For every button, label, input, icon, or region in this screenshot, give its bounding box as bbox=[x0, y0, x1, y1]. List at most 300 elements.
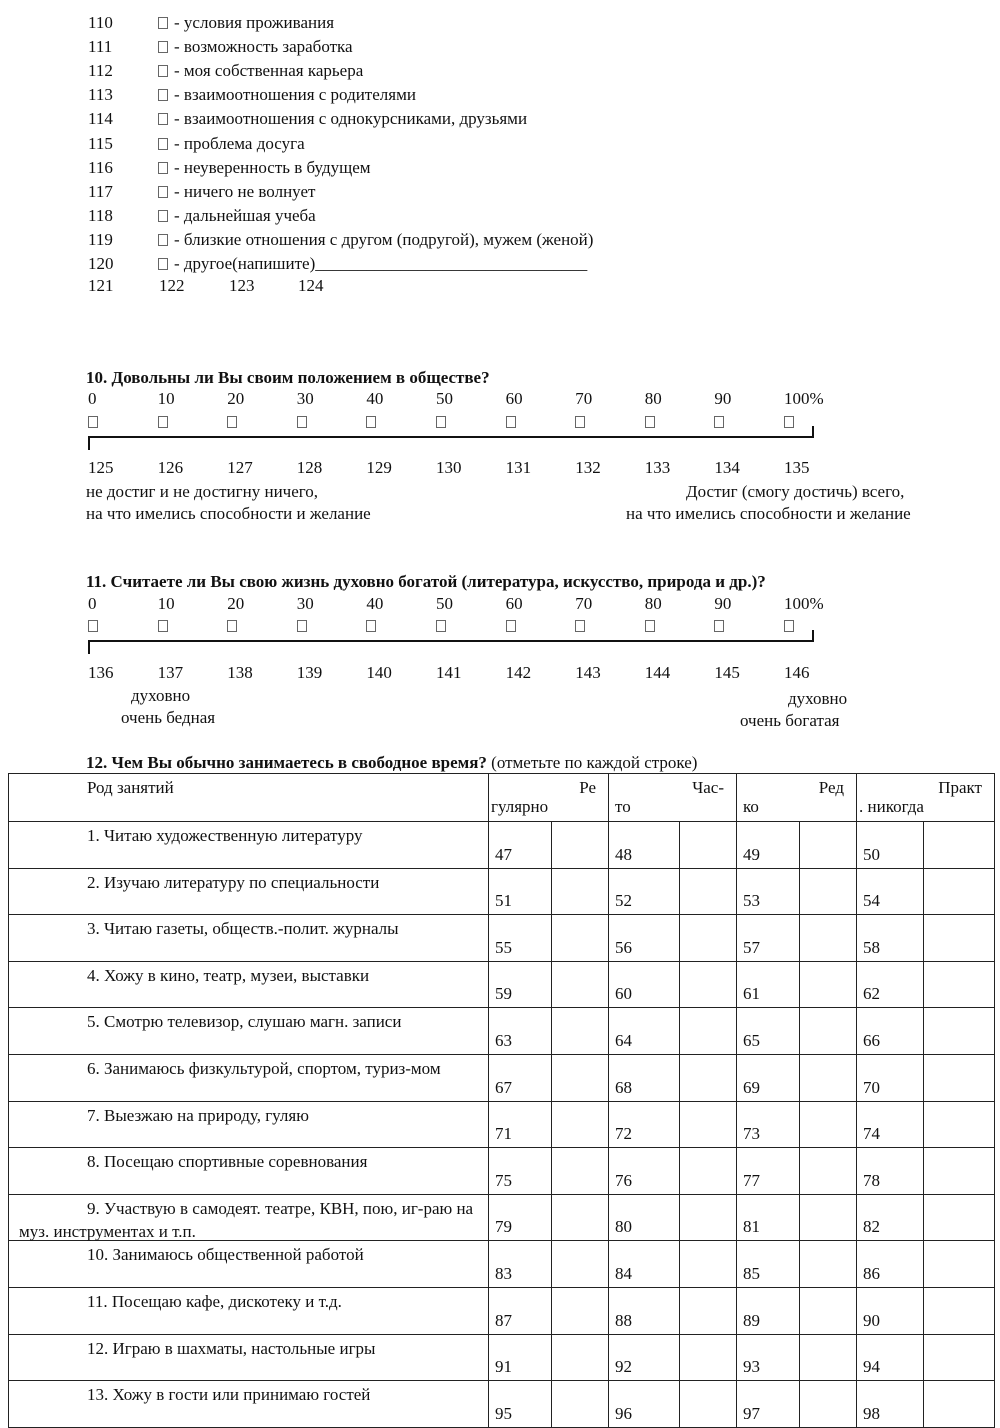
answer-code: 48 bbox=[615, 844, 632, 864]
code-cell bbox=[609, 1381, 680, 1428]
list-item-label: - моя собственная карьера bbox=[174, 61, 364, 81]
code-cell bbox=[489, 868, 552, 915]
code-cell bbox=[489, 1194, 552, 1241]
answer-mark-cell[interactable] bbox=[680, 1148, 737, 1195]
code-cell bbox=[609, 1008, 680, 1055]
code-cell bbox=[737, 1241, 800, 1288]
q10-scale-code: 135 bbox=[784, 458, 810, 477]
q11-scale-code: 146 bbox=[784, 663, 810, 682]
q10-tick-left bbox=[88, 436, 90, 450]
q11-scale-checkbox[interactable] bbox=[227, 620, 237, 632]
answer-mark-cell[interactable] bbox=[552, 868, 609, 915]
answer-mark-cell[interactable] bbox=[924, 915, 995, 962]
answer-code: 92 bbox=[615, 1357, 632, 1377]
answer-code: 62 bbox=[863, 984, 880, 1004]
header-rarely-bottom: ко bbox=[743, 797, 759, 816]
answer-mark-cell[interactable] bbox=[680, 915, 737, 962]
answer-mark-cell[interactable] bbox=[924, 1008, 995, 1055]
code-cell bbox=[857, 1334, 924, 1381]
answer-code: 47 bbox=[495, 844, 512, 864]
code-cell bbox=[609, 1194, 680, 1241]
list-item-number: 117 bbox=[88, 181, 113, 201]
answer-code: 65 bbox=[743, 1030, 760, 1050]
answer-code: 64 bbox=[615, 1030, 632, 1050]
answer-mark-cell[interactable] bbox=[800, 822, 857, 869]
answer-code: 67 bbox=[495, 1077, 512, 1097]
answer-mark-cell[interactable] bbox=[924, 1334, 995, 1381]
code-121: 121 bbox=[88, 276, 114, 295]
checkbox[interactable] bbox=[158, 162, 168, 174]
activity-label: 1. Читаю художественную литературу bbox=[87, 826, 363, 845]
header-regularly bbox=[489, 774, 609, 822]
code-cell bbox=[737, 1008, 800, 1055]
answer-mark-cell[interactable] bbox=[924, 1194, 995, 1241]
header-regularly-bottom: гулярно bbox=[491, 797, 549, 816]
code-cell bbox=[857, 868, 924, 915]
answer-mark-cell[interactable] bbox=[924, 1101, 995, 1148]
q10-scale-label: 70 bbox=[575, 389, 593, 408]
header-often-top: Час- bbox=[692, 778, 724, 797]
header-never-bottom: . никогда bbox=[859, 797, 924, 816]
answer-code: 75 bbox=[495, 1170, 512, 1190]
answer-code: 93 bbox=[743, 1357, 760, 1377]
answer-code: 69 bbox=[743, 1077, 760, 1097]
activity-cell bbox=[9, 1194, 489, 1241]
answer-mark-cell[interactable] bbox=[552, 822, 609, 869]
activity-label: 3. Читаю газеты, обществ.-полит. журналы bbox=[87, 919, 399, 939]
list-item-label: - проблема досуга bbox=[174, 133, 305, 153]
answer-code: 70 bbox=[863, 1077, 880, 1097]
q11-axis-line bbox=[88, 640, 814, 642]
answer-code: 59 bbox=[495, 984, 512, 1004]
list-item-label: - близкие отношения с другом (подругой), мужем (женой) bbox=[174, 229, 594, 249]
q11-scale-code: 141 bbox=[436, 663, 462, 682]
code-cell bbox=[489, 961, 552, 1008]
q11-scale-code: 136 bbox=[88, 663, 114, 682]
list-item-number: 113 bbox=[88, 85, 113, 105]
q11-scale-code: 144 bbox=[644, 663, 671, 682]
code-cell bbox=[857, 915, 924, 962]
code-cell bbox=[737, 961, 800, 1008]
code-124: 124 bbox=[298, 276, 324, 295]
q10-scale-checkbox[interactable] bbox=[227, 416, 237, 428]
code-cell bbox=[489, 822, 552, 869]
q10-scale-label: 10 bbox=[157, 389, 175, 408]
q11-scale-code: 143 bbox=[575, 663, 601, 682]
code-cell bbox=[857, 1381, 924, 1428]
q10-right-caption-2: на что имелись способности и желание bbox=[626, 504, 911, 523]
code-cell bbox=[857, 1287, 924, 1334]
q10-scale-label: 90 bbox=[714, 389, 732, 408]
q11-title: 11. Считаете ли Вы свою жизнь духовно богатой (литература, искусство, природа и др.)? bbox=[86, 572, 766, 591]
answer-code: 73 bbox=[743, 1124, 760, 1144]
answer-mark-cell[interactable] bbox=[800, 961, 857, 1008]
answer-code: 56 bbox=[615, 937, 632, 957]
answer-mark-cell[interactable] bbox=[552, 1287, 609, 1334]
code-cell bbox=[609, 915, 680, 962]
q12-heading bbox=[86, 754, 697, 771]
answer-code: 76 bbox=[615, 1170, 632, 1190]
code-cell bbox=[609, 1334, 680, 1381]
list-item bbox=[88, 207, 316, 224]
code-cell bbox=[489, 1008, 552, 1055]
code-cell bbox=[489, 1381, 552, 1428]
q10-scale-label: 80 bbox=[644, 389, 662, 408]
answer-code: 89 bbox=[743, 1310, 760, 1330]
checkbox[interactable] bbox=[158, 258, 168, 270]
activity-label: 4. Хожу в кино, театр, музеи, выставки bbox=[87, 965, 370, 985]
table-row bbox=[9, 961, 995, 1008]
table-row bbox=[9, 1287, 995, 1334]
answer-mark-cell[interactable] bbox=[680, 1194, 737, 1241]
code-cell bbox=[857, 822, 924, 869]
answer-code: 86 bbox=[863, 1263, 880, 1283]
header-often-bottom: то bbox=[615, 797, 631, 816]
header-activity bbox=[9, 774, 489, 822]
answer-mark-cell[interactable] bbox=[552, 961, 609, 1008]
answer-mark-cell[interactable] bbox=[800, 1194, 857, 1241]
answer-mark-cell[interactable] bbox=[680, 868, 737, 915]
q11-scale-code: 142 bbox=[505, 663, 532, 682]
answer-code: 53 bbox=[743, 891, 760, 911]
answer-mark-cell[interactable] bbox=[924, 1287, 995, 1334]
q10-scale-checkbox[interactable] bbox=[436, 416, 446, 428]
code-cell bbox=[609, 1287, 680, 1334]
code-cell bbox=[609, 1241, 680, 1288]
answer-mark-cell[interactable] bbox=[680, 1054, 737, 1101]
table-row bbox=[9, 1101, 995, 1148]
activity-cell bbox=[9, 1381, 489, 1428]
checkbox[interactable] bbox=[158, 113, 168, 125]
header-rarely bbox=[737, 774, 857, 822]
checkbox[interactable] bbox=[158, 210, 168, 222]
table-row bbox=[9, 1241, 995, 1288]
table-row bbox=[9, 822, 995, 869]
list-item-label: - возможность заработка bbox=[174, 37, 353, 57]
q11-scale-code: 137 bbox=[157, 663, 184, 682]
table-row bbox=[9, 1008, 995, 1055]
header-rarely-top: Ред bbox=[818, 778, 844, 797]
answer-mark-cell[interactable] bbox=[680, 1241, 737, 1288]
answer-mark-cell[interactable] bbox=[924, 868, 995, 915]
q11-scale-checkbox[interactable] bbox=[784, 620, 794, 632]
answer-mark-cell[interactable] bbox=[680, 1334, 737, 1381]
list-item bbox=[88, 38, 353, 55]
answer-code: 51 bbox=[495, 891, 512, 911]
code-122: 122 bbox=[159, 276, 185, 295]
answer-code: 71 bbox=[495, 1124, 512, 1144]
checkbox[interactable] bbox=[158, 17, 168, 29]
answer-code: 49 bbox=[743, 844, 760, 864]
code-cell bbox=[489, 1241, 552, 1288]
activity-label: 10. Занимаюсь общественной работой bbox=[87, 1245, 364, 1265]
code-cell bbox=[737, 1148, 800, 1195]
code-cell bbox=[857, 961, 924, 1008]
list-item-label: - взаимоотношения с родителями bbox=[174, 85, 416, 105]
code-cell bbox=[737, 822, 800, 869]
answer-code: 63 bbox=[495, 1030, 512, 1050]
code-cell bbox=[737, 868, 800, 915]
q10-scale-checkbox[interactable] bbox=[366, 416, 376, 428]
activity-cell bbox=[9, 1334, 489, 1381]
q11-scale-checkbox[interactable] bbox=[575, 620, 585, 632]
answer-mark-cell[interactable] bbox=[924, 1054, 995, 1101]
answer-mark-cell[interactable] bbox=[800, 1148, 857, 1195]
answer-code: 74 bbox=[863, 1124, 880, 1144]
header-never bbox=[857, 774, 995, 822]
q10-left-caption-1: не достиг и не достигну ничего, bbox=[86, 482, 319, 501]
header-often bbox=[609, 774, 737, 822]
q11-scale-checkbox[interactable] bbox=[506, 620, 516, 632]
answer-mark-cell[interactable] bbox=[924, 822, 995, 869]
q11-scale-checkbox[interactable] bbox=[366, 620, 376, 632]
answer-mark-cell[interactable] bbox=[800, 1241, 857, 1288]
activity-label: 12. Играю в шахматы, настольные игры bbox=[87, 1338, 376, 1358]
q11-scale-label: 90 bbox=[714, 594, 732, 613]
q10-scale-checkbox[interactable] bbox=[575, 416, 585, 428]
q10-tick-right bbox=[812, 426, 814, 438]
table-header-row bbox=[9, 774, 995, 822]
activity-cell bbox=[9, 1241, 489, 1288]
answer-code: 78 bbox=[863, 1170, 880, 1190]
q11-scale-label: 10 bbox=[157, 594, 175, 613]
activity-label: 2. Изучаю литературу по специальности bbox=[87, 872, 380, 892]
q11-scale-label: 100% bbox=[784, 594, 824, 613]
list-item-number: 112 bbox=[88, 61, 113, 81]
checkbox[interactable] bbox=[158, 234, 168, 246]
q10-scale-code: 131 bbox=[505, 458, 532, 477]
q10-scale-label: 50 bbox=[436, 389, 453, 408]
list-item-number: 120 bbox=[88, 254, 114, 273]
q11-scale-label: 30 bbox=[296, 594, 314, 613]
code-cell bbox=[737, 1194, 800, 1241]
table-row bbox=[9, 1334, 995, 1381]
q11-scale-label: 50 bbox=[436, 594, 453, 613]
q10-scale-code: 129 bbox=[366, 458, 392, 477]
list-item-label: - условия проживания bbox=[174, 13, 335, 32]
answer-mark-cell[interactable] bbox=[924, 961, 995, 1008]
answer-mark-cell[interactable] bbox=[924, 1381, 995, 1428]
q11-right-caption-1: духовно bbox=[788, 689, 848, 708]
activity-cell bbox=[9, 1101, 489, 1148]
activities-table bbox=[8, 773, 995, 1428]
list-item bbox=[88, 255, 587, 272]
table-row bbox=[9, 1148, 995, 1195]
list-item-number: 116 bbox=[88, 157, 113, 177]
code-cell bbox=[609, 1148, 680, 1195]
list-item-label: - другое(напишите)________________________________ bbox=[174, 254, 588, 273]
q10-scale-code: 128 bbox=[296, 458, 323, 477]
answer-mark-cell[interactable] bbox=[800, 1334, 857, 1381]
activity-label: 6. Занимаюсь физкультурой, спортом, туриз-мом bbox=[87, 1058, 441, 1078]
answer-mark-cell[interactable] bbox=[552, 1054, 609, 1101]
activity-label: 9. Участвую в самодеят. театре, КВН, пою, иг-раю на муз. инструментах и т.п. bbox=[19, 1198, 474, 1241]
answer-mark-cell[interactable] bbox=[800, 1101, 857, 1148]
activity-label: 13. Хожу в гости или принимаю гостей bbox=[87, 1385, 371, 1405]
code-cell bbox=[857, 1008, 924, 1055]
answer-mark-cell[interactable] bbox=[800, 1054, 857, 1101]
code-cell bbox=[737, 1101, 800, 1148]
answer-code: 84 bbox=[615, 1263, 632, 1283]
header-regularly-top: Ре bbox=[579, 778, 596, 797]
q10-scale-code: 132 bbox=[575, 458, 601, 477]
checkbox[interactable] bbox=[158, 186, 168, 198]
q11-scale-checkbox[interactable] bbox=[88, 620, 98, 632]
activity-cell bbox=[9, 1148, 489, 1195]
q10-scale-checkbox[interactable] bbox=[158, 416, 168, 428]
answer-mark-cell[interactable] bbox=[800, 915, 857, 962]
code-cell bbox=[857, 1194, 924, 1241]
checkbox[interactable] bbox=[158, 41, 168, 53]
q11-scale-checkbox[interactable] bbox=[297, 620, 307, 632]
q11-scale-label: 80 bbox=[644, 594, 662, 613]
list-item-label: - взаимоотношения с однокурсниками, друзьями bbox=[174, 109, 528, 129]
answer-code: 87 bbox=[495, 1310, 512, 1330]
answer-mark-cell[interactable] bbox=[680, 1287, 737, 1334]
code-cell bbox=[737, 1334, 800, 1381]
list-item bbox=[88, 14, 334, 31]
table-row bbox=[9, 868, 995, 915]
q10-scale-label: 100% bbox=[784, 389, 824, 408]
answer-mark-cell[interactable] bbox=[680, 1101, 737, 1148]
q11-scale-checkbox[interactable] bbox=[436, 620, 446, 632]
q10-axis-line bbox=[88, 436, 814, 438]
activities-table-body bbox=[9, 822, 995, 1428]
table-row bbox=[9, 1381, 995, 1428]
answer-code: 80 bbox=[615, 1217, 632, 1237]
answer-code: 79 bbox=[495, 1217, 512, 1237]
answer-mark-cell[interactable] bbox=[552, 1241, 609, 1288]
answer-mark-cell[interactable] bbox=[680, 1381, 737, 1428]
list-item-number: 114 bbox=[88, 109, 113, 129]
list-item bbox=[88, 86, 416, 103]
q11-scale-checkbox[interactable] bbox=[158, 620, 168, 632]
answer-mark-cell[interactable] bbox=[680, 1008, 737, 1055]
table-row bbox=[9, 1194, 995, 1241]
answer-code: 55 bbox=[495, 937, 512, 957]
q10-right-caption-1: Достиг (смогу достичь) всего, bbox=[686, 482, 905, 501]
answer-mark-cell[interactable] bbox=[924, 1241, 995, 1288]
q10-scale-checkbox[interactable] bbox=[506, 416, 516, 428]
answer-mark-cell[interactable] bbox=[552, 1381, 609, 1428]
answer-code: 72 bbox=[615, 1124, 632, 1144]
code-cell bbox=[737, 1287, 800, 1334]
list-item bbox=[88, 110, 527, 127]
activity-cell bbox=[9, 1054, 489, 1101]
code-cell bbox=[857, 1241, 924, 1288]
code-cell bbox=[489, 1148, 552, 1195]
q10-scale-code: 133 bbox=[644, 458, 671, 477]
code-cell bbox=[489, 1287, 552, 1334]
answer-code: 77 bbox=[743, 1170, 760, 1190]
activity-cell bbox=[9, 961, 489, 1008]
q10-scale-code: 125 bbox=[88, 458, 114, 477]
q12-title: 12. Чем Вы обычно занимаетесь в свободное время? bbox=[86, 753, 487, 772]
answer-mark-cell[interactable] bbox=[552, 1148, 609, 1195]
answer-mark-cell[interactable] bbox=[552, 1101, 609, 1148]
list-item-label: - неуверенность в будущем bbox=[174, 157, 371, 177]
q10-scale-checkbox[interactable] bbox=[645, 416, 655, 428]
answer-mark-cell[interactable] bbox=[800, 868, 857, 915]
answer-code: 88 bbox=[615, 1310, 632, 1330]
answer-code: 81 bbox=[743, 1217, 760, 1237]
q11-scale-code: 140 bbox=[366, 663, 392, 682]
activity-label: 7. Выезжаю на природу, гуляю bbox=[87, 1105, 309, 1125]
q10-scale-code: 127 bbox=[227, 458, 253, 477]
answer-code: 54 bbox=[863, 891, 880, 911]
q10-scale-checkbox[interactable] bbox=[714, 416, 724, 428]
activity-cell bbox=[9, 1287, 489, 1334]
q11-scale-code: 145 bbox=[714, 663, 740, 682]
q11-scale-label: 40 bbox=[366, 594, 384, 613]
answer-mark-cell[interactable] bbox=[680, 961, 737, 1008]
q12-note: (отметьте по каждой строке) bbox=[491, 753, 698, 772]
header-activity-label: Род занятий bbox=[87, 778, 174, 797]
answer-code: 50 bbox=[863, 844, 880, 864]
list-item bbox=[88, 159, 371, 176]
answer-mark-cell[interactable] bbox=[552, 1008, 609, 1055]
code-cell bbox=[609, 822, 680, 869]
answer-mark-cell[interactable] bbox=[552, 1194, 609, 1241]
code-cell bbox=[857, 1148, 924, 1195]
answer-mark-cell[interactable] bbox=[924, 1148, 995, 1195]
code-123: 123 bbox=[229, 276, 255, 295]
list-item-number: 119 bbox=[88, 229, 113, 249]
answer-code: 96 bbox=[615, 1403, 632, 1423]
q11-scale-checkbox[interactable] bbox=[645, 620, 655, 632]
answer-code: 97 bbox=[743, 1403, 760, 1423]
code-cell bbox=[489, 1101, 552, 1148]
code-cell bbox=[609, 1054, 680, 1101]
checkbox[interactable] bbox=[158, 138, 168, 150]
q11-scale-code: 139 bbox=[296, 663, 323, 682]
q11-tick-right bbox=[812, 630, 814, 642]
list-item bbox=[88, 62, 363, 79]
answer-code: 60 bbox=[615, 984, 632, 1004]
answer-mark-cell[interactable] bbox=[680, 822, 737, 869]
q11-tick-left bbox=[88, 640, 90, 654]
q10-scale-checkbox[interactable] bbox=[297, 416, 307, 428]
q11-scale-label: 0 bbox=[88, 594, 97, 613]
q10-scale-checkbox[interactable] bbox=[784, 416, 794, 428]
answer-mark-cell[interactable] bbox=[800, 1381, 857, 1428]
answer-mark-cell[interactable] bbox=[552, 915, 609, 962]
code-cell bbox=[489, 915, 552, 962]
checkbox[interactable] bbox=[158, 89, 168, 101]
activity-label: 5. Смотрю телевизор, слушаю магн. записи bbox=[87, 1012, 402, 1032]
answer-code: 98 bbox=[863, 1403, 880, 1423]
code-cell bbox=[609, 1101, 680, 1148]
code-cell bbox=[857, 1054, 924, 1101]
q11-scale-checkbox[interactable] bbox=[714, 620, 724, 632]
table-row bbox=[9, 1054, 995, 1101]
q10-scale-code: 134 bbox=[714, 458, 740, 477]
answer-code: 95 bbox=[495, 1403, 512, 1423]
q10-scale-label: 20 bbox=[227, 389, 245, 408]
q10-scale-checkbox[interactable] bbox=[88, 416, 98, 428]
list-item-number: 110 bbox=[88, 13, 113, 32]
list-item-number: 115 bbox=[88, 133, 113, 153]
answer-mark-cell[interactable] bbox=[800, 1008, 857, 1055]
answer-mark-cell[interactable] bbox=[552, 1334, 609, 1381]
activity-cell bbox=[9, 1008, 489, 1055]
code-cell bbox=[737, 1381, 800, 1428]
checkbox[interactable] bbox=[158, 65, 168, 77]
q11-scale-label: 60 bbox=[505, 594, 523, 613]
q10-scale-label: 40 bbox=[366, 389, 384, 408]
list-item bbox=[88, 183, 315, 200]
answer-mark-cell[interactable] bbox=[800, 1287, 857, 1334]
